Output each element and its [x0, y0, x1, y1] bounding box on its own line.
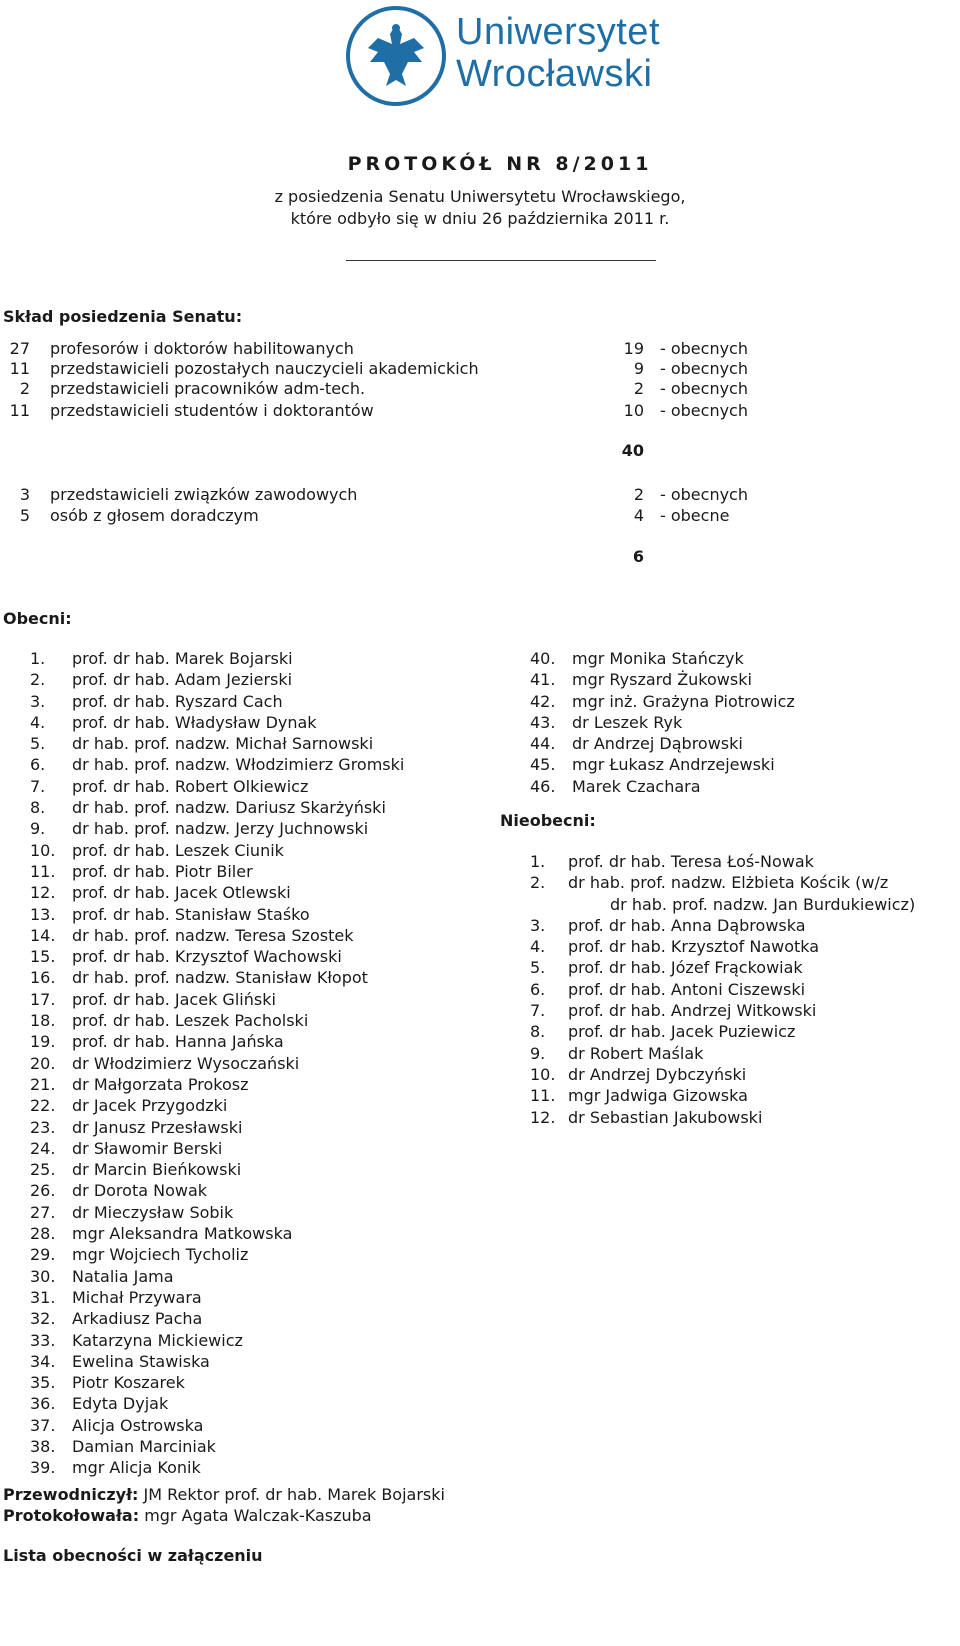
list-item	[30, 989, 404, 1010]
eagle-crest-icon	[344, 4, 448, 108]
list-item-number: 36.	[30, 1394, 56, 1414]
list-item-name: prof. dr hab. Leszek Ciunik	[72, 840, 284, 860]
composition-label: osób z głosem doradczym	[50, 506, 259, 525]
list-item-name: prof. dr hab. Leszek Pacholski	[72, 1011, 309, 1031]
list-item-name: dr hab. prof. nadzw. Włodzimierz Gromski	[72, 755, 405, 775]
list-item	[530, 915, 915, 936]
list-item-number: 14.	[30, 925, 56, 945]
list-item-number: 7.	[30, 776, 46, 796]
list-item	[30, 733, 404, 754]
logo-line-1: Uniwersytet	[456, 11, 660, 53]
list-item-number: 6.	[30, 755, 46, 775]
composition-status: - obecne	[660, 506, 730, 525]
list-item	[530, 1043, 915, 1064]
list-item-number: 30.	[30, 1266, 56, 1286]
list-item-name: dr Marcin Bieńkowski	[72, 1160, 242, 1180]
title-subline-1: z posiedzenia Senatu Uniwersytetu Wrocławskiego,	[274, 187, 686, 206]
list-item-number: 23.	[30, 1117, 56, 1137]
list-item-name: dr Andrzej Dąbrowski	[572, 734, 743, 754]
list-item-number: 35.	[30, 1373, 56, 1393]
list-item	[30, 1266, 404, 1287]
composition-status: - obecnych	[660, 379, 748, 398]
list-item-number: 4.	[530, 937, 546, 957]
list-item-number: 8.	[30, 798, 46, 818]
list-item	[530, 872, 915, 893]
composition-present: 10	[623, 401, 644, 420]
list-item-number: 46.	[530, 776, 556, 796]
list-item	[30, 691, 404, 712]
list-item-number: 5.	[30, 734, 46, 754]
minutes-line	[3, 1506, 372, 1525]
composition-total-1: 40	[621, 441, 644, 460]
list-item-number: 10.	[530, 1064, 556, 1084]
composition-count: 3	[19, 485, 30, 504]
list-item-number: 11.	[530, 1086, 556, 1106]
list-item-number: 4.	[30, 712, 46, 732]
list-item-number: 27.	[30, 1202, 56, 1222]
list-item	[530, 754, 795, 775]
list-item-number: 6.	[530, 979, 546, 999]
list-item-number: 34.	[30, 1351, 56, 1371]
document-title: PROTOKÓŁ NR 8/2011	[347, 153, 653, 175]
list-item	[30, 1010, 404, 1031]
list-item-name: prof. dr hab. Hanna Jańska	[72, 1032, 284, 1052]
list-item-name: prof. dr hab. Krzysztof Nawotka	[568, 937, 820, 957]
list-item	[30, 1138, 404, 1159]
list-item-name: dr hab. prof. nadzw. Dariusz Skarżyński	[72, 798, 386, 818]
composition-status: - obecnych	[660, 485, 748, 504]
list-item-name: prof. dr hab. Antoni Ciszewski	[568, 979, 806, 999]
list-item-number: 45.	[530, 755, 556, 775]
list-item-name: prof. dr hab. Adam Jezierski	[72, 670, 293, 690]
list-item-name: dr Małgorzata Prokosz	[72, 1074, 249, 1094]
list-item-number: 12.	[530, 1107, 556, 1127]
list-item	[530, 894, 915, 915]
attachment-note: Lista obecności w załączeniu	[3, 1546, 263, 1565]
list-item-number: 41.	[530, 670, 556, 690]
list-item-number: 42.	[530, 691, 556, 711]
list-item	[30, 1223, 404, 1244]
list-item-number: 29.	[30, 1245, 56, 1265]
list-item-number: 28.	[30, 1224, 56, 1244]
list-item	[30, 1117, 404, 1138]
composition-status: - obecnych	[660, 339, 748, 358]
list-item-name: dr Włodzimierz Wysoczański	[72, 1053, 300, 1073]
list-item	[30, 1415, 404, 1436]
absent-heading: Nieobecni:	[500, 811, 596, 830]
list-item-name: dr Sławomir Berski	[72, 1138, 223, 1158]
list-item-number: 2.	[530, 873, 546, 893]
composition-count: 2	[19, 379, 30, 398]
list-item-number: 10.	[30, 840, 56, 860]
present-heading: Obecni:	[3, 609, 72, 628]
list-item	[530, 1107, 915, 1128]
list-item	[30, 1372, 404, 1393]
list-item	[30, 1244, 404, 1265]
list-item-number: 25.	[30, 1160, 56, 1180]
composition-present: 19	[623, 339, 644, 358]
list-item-name: dr hab. prof. nadzw. Teresa Szostek	[72, 925, 354, 945]
absent-list	[530, 851, 915, 1128]
list-item-name: dr Jacek Przygodzki	[72, 1096, 228, 1116]
list-item	[30, 754, 404, 775]
list-item	[530, 669, 795, 690]
title-subline-2: które odbyło się w dniu 26 października 2011 r.	[290, 209, 670, 228]
composition-count: 5	[19, 506, 30, 525]
composition-label: przedstawicieli studentów i doktorantów	[50, 401, 374, 420]
list-item-number: 16.	[30, 968, 56, 988]
list-item	[30, 818, 404, 839]
list-item	[530, 957, 915, 978]
list-item-name: Arkadiusz Pacha	[72, 1309, 203, 1329]
university-logo	[344, 4, 664, 108]
list-item-name: dr hab. prof. nadzw. Michał Sarnowski	[72, 734, 374, 754]
list-item-number: 40.	[530, 649, 556, 668]
list-item	[530, 776, 795, 797]
list-item-name: dr Sebastian Jakubowski	[568, 1107, 763, 1127]
composition-present: 2	[633, 485, 644, 504]
list-item	[30, 861, 404, 882]
list-item-number: 1.	[30, 649, 46, 668]
list-item	[30, 1393, 404, 1414]
list-item-number: 13.	[30, 904, 56, 924]
list-item-name: mgr Alicja Konik	[72, 1458, 201, 1478]
chair-label: Przewodniczył:	[3, 1485, 139, 1504]
list-item-number: 21.	[30, 1074, 56, 1094]
list-item-name: prof. dr hab. Marek Bojarski	[72, 649, 293, 668]
list-item-number: 44.	[530, 734, 556, 754]
list-item-name: Katarzyna Mickiewicz	[72, 1330, 243, 1350]
title-separator	[346, 260, 656, 261]
minutes-value: mgr Agata Walczak-Kaszuba	[144, 1506, 372, 1525]
list-item-name: dr Dorota Nowak	[72, 1181, 208, 1201]
list-item	[30, 904, 404, 925]
list-item-number: 3.	[530, 915, 546, 935]
composition-present: 9	[633, 359, 644, 378]
list-item-name: dr Mieczysław Sobik	[72, 1202, 234, 1222]
list-item	[30, 967, 404, 988]
composition-status: - obecnych	[660, 359, 748, 378]
list-item	[530, 851, 915, 872]
list-item-name: dr hab. prof. nadzw. Elżbieta Kościk (w/z	[568, 873, 889, 893]
list-item-number: 11.	[30, 861, 56, 881]
list-item-number: 32.	[30, 1309, 56, 1329]
list-item	[30, 669, 404, 690]
list-item-number: 9.	[530, 1043, 546, 1063]
list-item-name: mgr Łukasz Andrzejewski	[572, 755, 775, 775]
chair-line	[3, 1485, 445, 1504]
list-item	[30, 1053, 404, 1074]
list-item-number: 39.	[30, 1458, 56, 1478]
list-item-number: 19.	[30, 1032, 56, 1052]
list-item-name: prof. dr hab. Jacek Otlewski	[72, 883, 291, 903]
list-item-name: prof. dr hab. Józef Frąckowiak	[568, 958, 803, 978]
present-list-right	[530, 648, 795, 797]
list-item-name: mgr Wojciech Tycholiz	[72, 1245, 249, 1265]
list-item-name: mgr Monika Stańczyk	[572, 649, 744, 668]
composition-total-2: 6	[632, 547, 644, 566]
list-item	[30, 797, 404, 818]
list-item-number: 3.	[30, 691, 46, 711]
list-item	[30, 946, 404, 967]
list-item-name: mgr inż. Grażyna Piotrowicz	[572, 691, 795, 711]
list-item-name: dr Janusz Przesławski	[72, 1117, 243, 1137]
list-item	[30, 1436, 404, 1457]
list-item-number: 15.	[30, 947, 56, 967]
list-item-number: 20.	[30, 1053, 56, 1073]
list-item	[30, 1287, 404, 1308]
composition-count: 11	[9, 359, 30, 378]
list-item-name: mgr Aleksandra Matkowska	[72, 1224, 293, 1244]
composition-label: przedstawicieli związków zawodowych	[50, 485, 358, 504]
list-item-number: 17.	[30, 989, 56, 1009]
list-item-number: 18.	[30, 1011, 56, 1031]
list-item-number: 2.	[30, 670, 46, 690]
list-item-name: dr hab. prof. nadzw. Jan Burdukiewicz)	[610, 894, 916, 914]
list-item-name: mgr Ryszard Żukowski	[572, 670, 752, 690]
list-item-name: prof. dr hab. Robert Olkiewicz	[72, 776, 309, 796]
list-item-number: 38.	[30, 1436, 56, 1456]
composition-count: 27	[9, 339, 30, 358]
list-item	[530, 979, 915, 1000]
list-item	[30, 840, 404, 861]
list-item-name: Alicja Ostrowska	[72, 1415, 204, 1435]
list-item-name: Marek Czachara	[572, 776, 701, 796]
list-item	[30, 882, 404, 903]
list-item-number: 26.	[30, 1181, 56, 1201]
list-item-name: prof. dr hab. Andrzej Witkowski	[568, 1001, 817, 1021]
list-item	[30, 1351, 404, 1372]
list-item	[530, 691, 795, 712]
list-item-number: 22.	[30, 1096, 56, 1116]
list-item	[530, 712, 795, 733]
list-item	[530, 648, 795, 669]
list-item	[530, 936, 915, 957]
list-item-name: dr Robert Maślak	[568, 1043, 704, 1063]
list-item	[30, 1159, 404, 1180]
list-item-name: prof. dr hab. Krzysztof Wachowski	[72, 947, 342, 967]
list-item-number: 43.	[530, 712, 556, 732]
list-item	[530, 1064, 915, 1085]
list-item-name: Piotr Koszarek	[72, 1373, 185, 1393]
list-item	[30, 1330, 404, 1351]
list-item	[30, 1308, 404, 1329]
list-item	[30, 1202, 404, 1223]
list-item-name: dr hab. prof. nadzw. Jerzy Juchnowski	[72, 819, 369, 839]
list-item-number: 9.	[30, 819, 46, 839]
list-item-name: Ewelina Stawiska	[72, 1351, 210, 1371]
list-item	[30, 1074, 404, 1095]
list-item	[30, 712, 404, 733]
list-item	[30, 648, 404, 669]
list-item-number: 5.	[530, 958, 546, 978]
list-item-number: 8.	[530, 1022, 546, 1042]
list-item-number: 12.	[30, 883, 56, 903]
list-item-number: 7.	[530, 1001, 546, 1021]
composition-status: - obecnych	[660, 401, 748, 420]
list-item	[30, 1095, 404, 1116]
list-item-name: Michał Przywara	[72, 1287, 202, 1307]
list-item-name: dr hab. prof. nadzw. Stanisław Kłopot	[72, 968, 368, 988]
composition-label: przedstawicieli pracowników adm-tech.	[50, 379, 366, 398]
composition-present: 4	[633, 506, 644, 525]
list-item-name: dr Leszek Ryk	[572, 712, 683, 732]
composition-present: 2	[633, 379, 644, 398]
composition-label: profesorów i doktorów habilitowanych	[50, 339, 354, 358]
list-item-number: 33.	[30, 1330, 56, 1350]
list-item-name: prof. dr hab. Teresa Łoś-Nowak	[568, 852, 814, 871]
list-item-number: 37.	[30, 1415, 56, 1435]
list-item	[530, 1021, 915, 1042]
list-item	[30, 776, 404, 797]
present-list-left	[30, 648, 404, 1479]
list-item	[30, 1180, 404, 1201]
list-item-name: Edyta Dyjak	[72, 1394, 169, 1414]
logo-line-2: Wrocławski	[456, 53, 653, 95]
list-item-name: mgr Jadwiga Gizowska	[568, 1086, 748, 1106]
list-item	[30, 1031, 404, 1052]
list-item	[530, 1085, 915, 1106]
list-item-number: 24.	[30, 1138, 56, 1158]
list-item-name: prof. dr hab. Ryszard Cach	[72, 691, 283, 711]
minutes-label: Protokołowała:	[3, 1506, 140, 1525]
list-item-name: prof. dr hab. Stanisław Staśko	[72, 904, 310, 924]
list-item-name: Natalia Jama	[72, 1266, 174, 1286]
composition-label: przedstawicieli pozostałych nauczycieli akademickich	[50, 359, 479, 378]
list-item-name: prof. dr hab. Piotr Biler	[72, 861, 253, 881]
list-item-name: prof. dr hab. Jacek Puziewicz	[568, 1022, 796, 1042]
list-item-number: 1.	[530, 852, 546, 871]
composition-heading: Skład posiedzenia Senatu:	[3, 307, 243, 326]
list-item	[30, 1457, 404, 1478]
chair-value: JM Rektor prof. dr hab. Marek Bojarski	[143, 1485, 445, 1504]
list-item-number: 31.	[30, 1287, 56, 1307]
list-item-name: Damian Marciniak	[72, 1436, 216, 1456]
list-item-name: prof. dr hab. Jacek Gliński	[72, 989, 276, 1009]
list-item-name: prof. dr hab. Anna Dąbrowska	[568, 915, 806, 935]
list-item	[530, 733, 795, 754]
list-item-name: prof. dr hab. Władysław Dynak	[72, 712, 317, 732]
list-item-name: dr Andrzej Dybczyński	[568, 1064, 747, 1084]
composition-count: 11	[9, 401, 30, 420]
list-item	[530, 1000, 915, 1021]
list-item	[30, 925, 404, 946]
